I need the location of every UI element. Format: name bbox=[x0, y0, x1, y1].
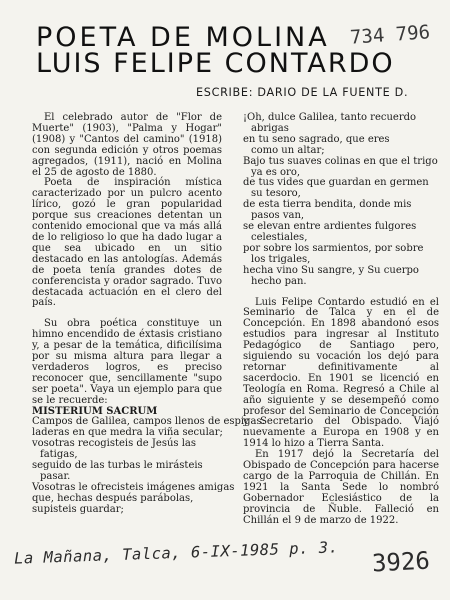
verse-line: hecho pan. bbox=[251, 275, 307, 287]
verse-line: pasos van, bbox=[251, 210, 305, 222]
poem-verses-left bbox=[32, 416, 265, 515]
article-byline: ESCRIBE: DARIO DE LA FUENTE D. bbox=[196, 86, 409, 99]
verse-line: vosotras recogisteis de Jesús las bbox=[32, 438, 196, 450]
verse-line: pasar. bbox=[40, 471, 71, 482]
paragraph-inspiration: Poeta de inspiración mística caracterizado por un pulcro acento lírico, gozó le gran popularidad porque sus creaciones detentan un contenido emocional que va más allá de lo religioso lo que ha dado lugar a que sea ubicado en un sitio destacado en las antologías. Además de poeta tenía grandes dotes de conferencista y orador sagrado. Tuvo destacada actuación en el clero del país. bbox=[32, 177, 222, 309]
verse-line: fatigas, bbox=[40, 449, 78, 461]
left-column bbox=[32, 112, 265, 516]
verse-line: los trigales, bbox=[251, 253, 311, 265]
right-column bbox=[243, 113, 439, 527]
verse-line: Bajo tus suaves colinas en que el trigo bbox=[243, 155, 438, 167]
article-title-line-1: POETA DE MOLINA bbox=[36, 22, 330, 53]
paragraph-works: El celebrado autor de "Flor de Muerte" (1903), "Palma y Hogar" (1908) y "Cantos del camino" (1918) con segunda edición y otros poemas agregados, (1911), nació en Molina el 25 de agosto de 1880. bbox=[32, 112, 222, 178]
verse-line: hecha vino Su sangre, y Su cuerpo bbox=[243, 264, 419, 276]
verse-line: supisteis guardar; bbox=[32, 503, 124, 515]
paragraph-chillan: En 1917 dejó la Secretaría del Obispado de Concepción para hacerse cargo de la Parroquia de Chillán. En 1921 la Santa Sede lo nombró Gobernador Eclesiástico de la provincia de Ñuble. Falleció en Chillán el 9 de marzo de 1922. bbox=[243, 449, 439, 526]
poem-verses-right bbox=[243, 113, 439, 288]
verse-line: ¡Oh, dulce Galilea, tanto recuerdo bbox=[243, 112, 417, 123]
paragraph-studies: Luis Felipe Contardo estudió en el Seminario de Talca y en el de Concepción. En 1898 abandonó esos estudios para ingresar al Instituto Pedagógico de Santiago pero, siguiendo su vocación los dejó para retornar definitivamente al sacerdocio. En 1901 se licenció en Teología en Roma. Regresó a Chile al año siguiente y se desempeñó como profesor del Seminario de Concepción y Secretario del Obispado. Viajó nuevamente a Europa en 1908 y en 1914 lo hizo a Tierra Santa. bbox=[243, 296, 439, 450]
verse-line: Vosotras le ofrecisteis imágenes amigas bbox=[32, 481, 235, 493]
verse-line: que, hechas después parábolas, bbox=[32, 492, 194, 504]
verse-line: abrigas bbox=[251, 122, 289, 134]
verse-line: seguido de las turbas le mirásteis bbox=[32, 460, 203, 472]
verse-line: Campos de Galilea, campos llenos de espigas: bbox=[32, 416, 265, 428]
handwritten-catalog-number: 734 796 bbox=[349, 21, 431, 49]
verse-line: celestiales, bbox=[251, 231, 308, 243]
poem-title: MISTERIUM SACRUM bbox=[32, 405, 158, 417]
verse-line: ya es oro, bbox=[251, 166, 301, 178]
verse-line: como un altar; bbox=[251, 144, 325, 156]
verse-line: su tesoro, bbox=[251, 188, 301, 200]
paragraph-poetic-work: Su obra poética constituye un himno encendido de éxtasis cristiano y, a pesar de la temática, dificilísima por su misma altura para llegar a verdaderos logros, es preciso reconocer que, sencillamente "supo ser poeta". Vaya un ejemplo para que se le recuerde: bbox=[32, 318, 222, 406]
handwritten-record-number: 3926 bbox=[371, 546, 431, 578]
verse-line: de tus vides que guardan en germen bbox=[243, 177, 429, 189]
verse-line: laderas en que medra la viña secular; bbox=[32, 427, 223, 439]
verse-line: en tu seno sagrado, que eres bbox=[243, 133, 390, 145]
verse-line: se elevan entre ardientes fulgores bbox=[243, 221, 417, 233]
handwritten-source-note: La Mañana, Talca, 6-IX-1985 p. 3. bbox=[13, 538, 339, 568]
verse-line: por sobre los sarmientos, por sobre bbox=[243, 242, 424, 254]
verse-line: de esta tierra bendita, donde mis bbox=[243, 199, 412, 211]
article-title-line-2: LUIS FELIPE CONTARDO bbox=[36, 48, 395, 79]
